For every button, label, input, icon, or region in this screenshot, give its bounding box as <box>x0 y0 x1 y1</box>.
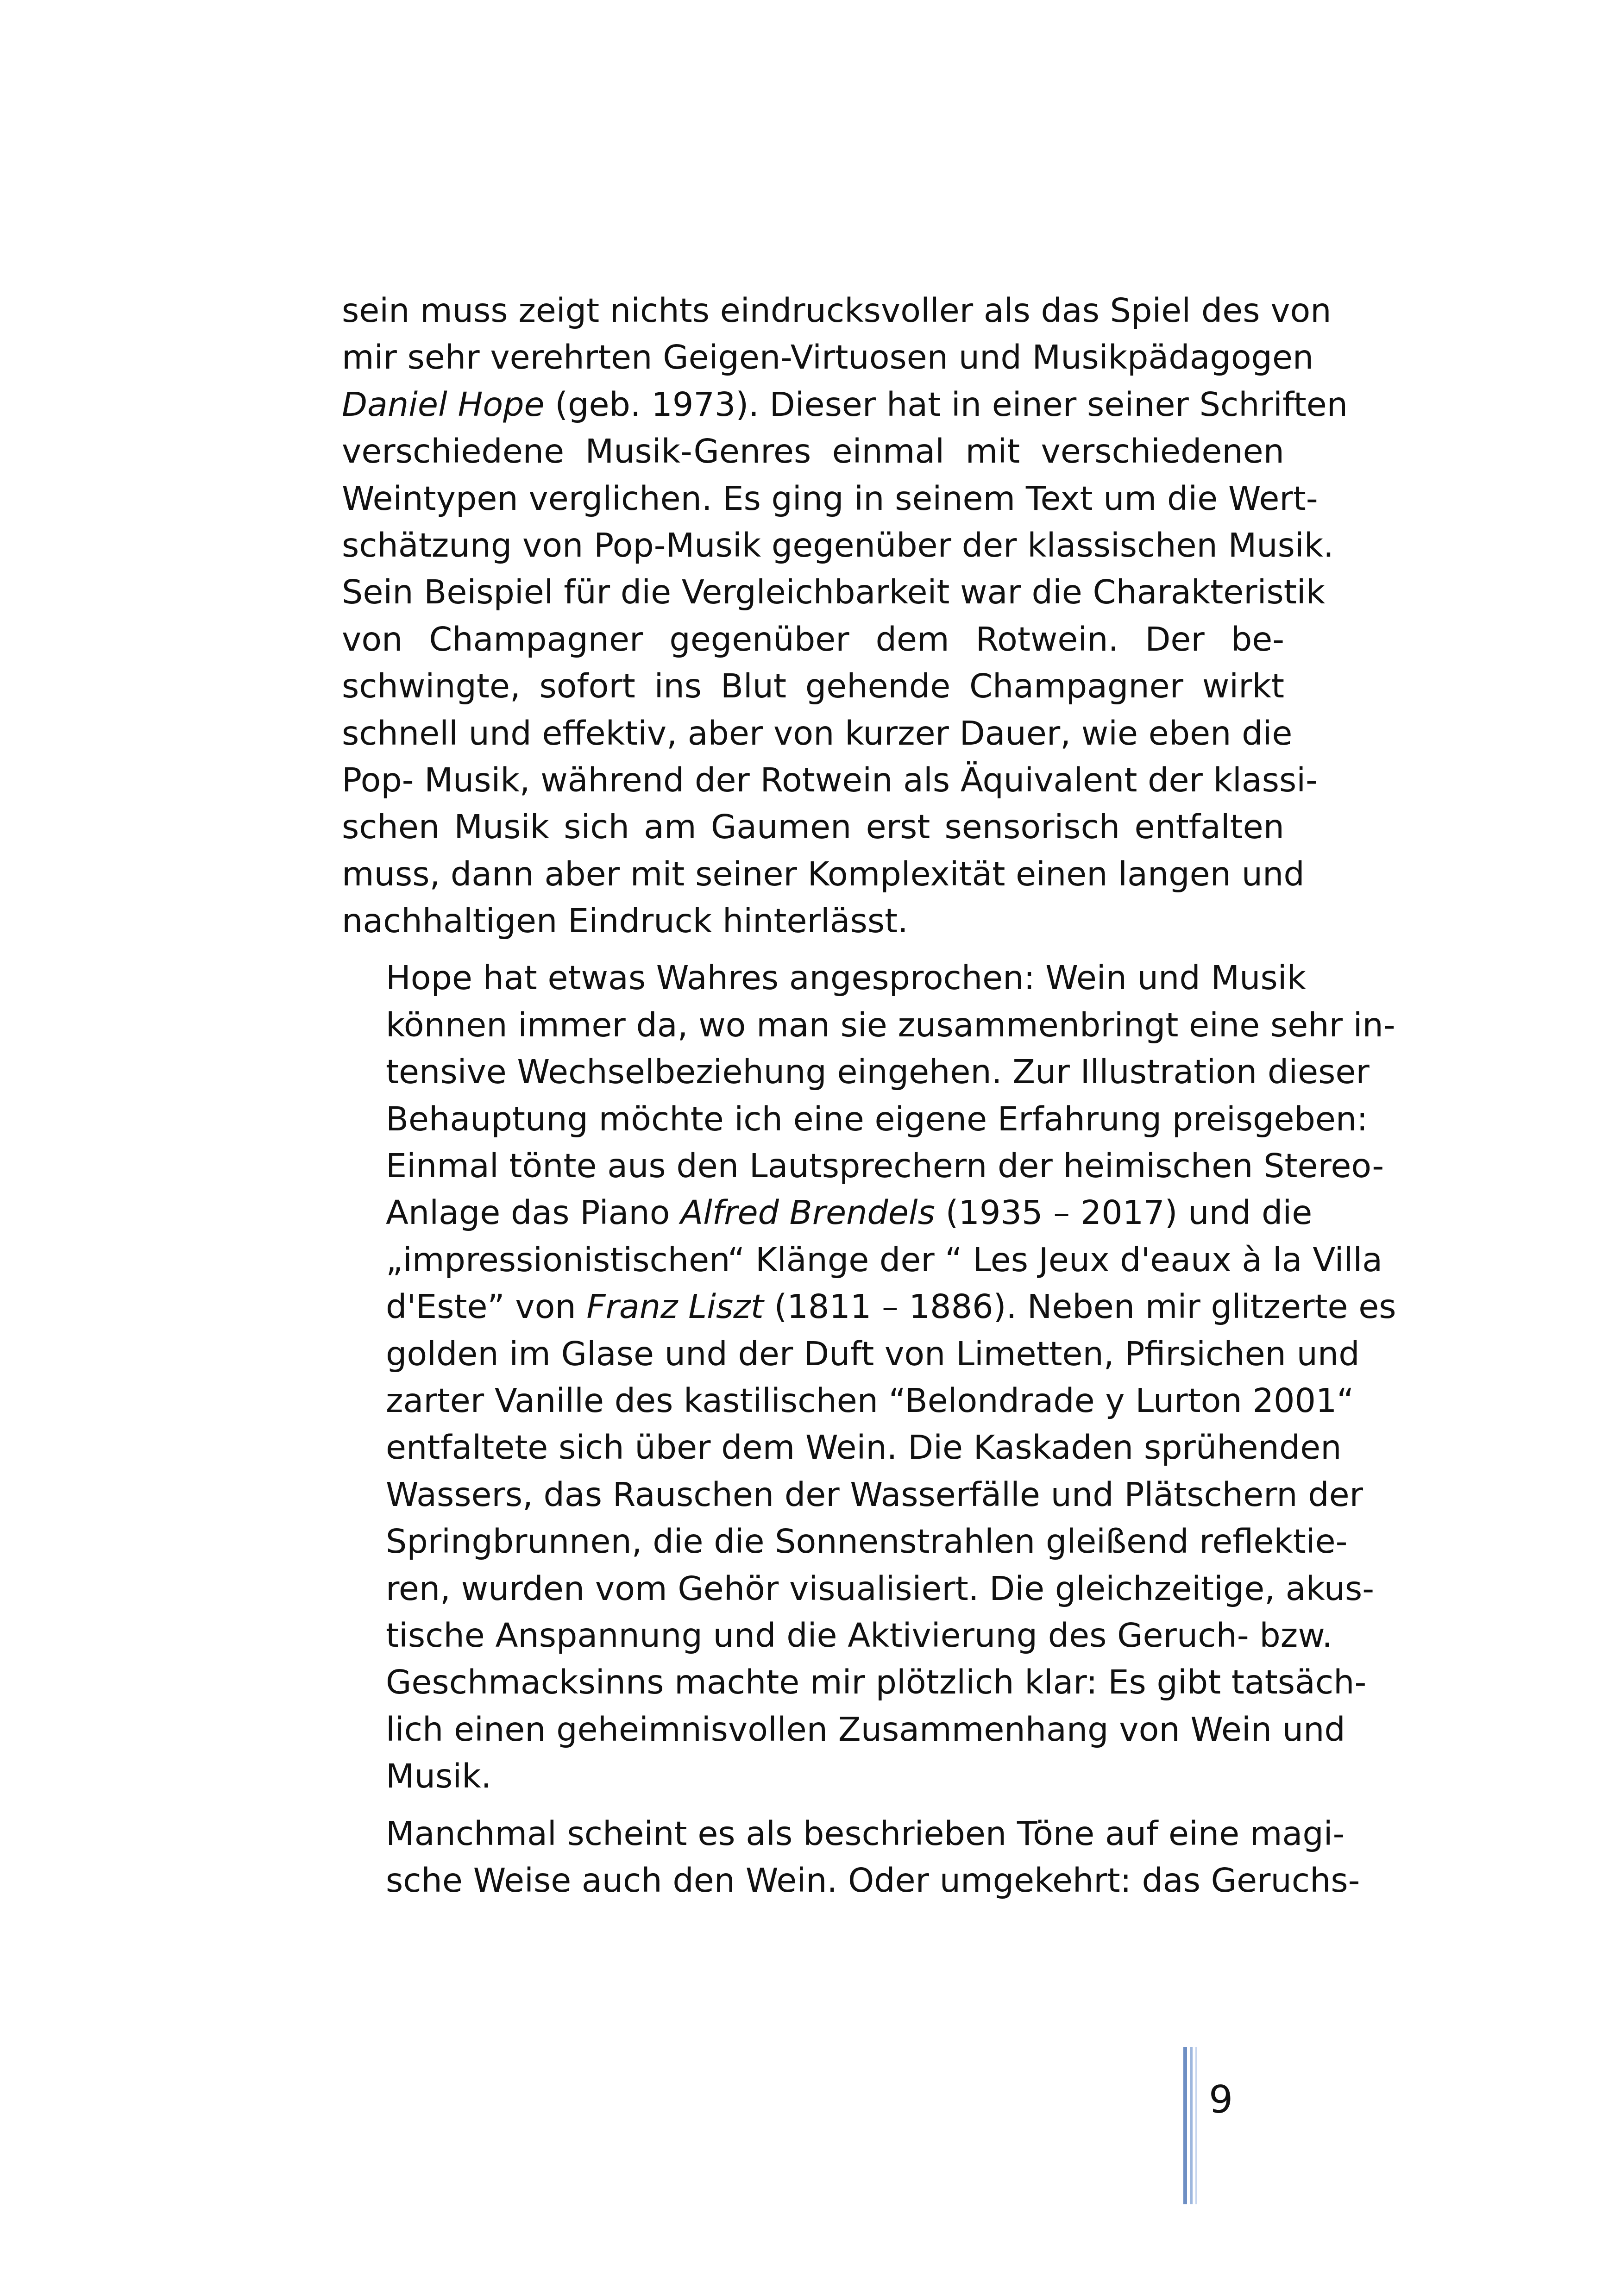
text-run: Weintypen verglichen. Es ging in seinem Text um die Wert- <box>342 479 1318 518</box>
text-run: Pop- Musik, während der Rotwein als Äquivalent der klassi- <box>342 760 1318 799</box>
text-run: Springbrunnen, die die Sonnenstrahlen gleißend reflektie- <box>386 1522 1348 1561</box>
text-line <box>386 1471 1363 1518</box>
text-line <box>386 954 1306 1001</box>
text-line <box>342 757 1318 803</box>
text-line <box>386 1048 1370 1095</box>
paragraph-1 <box>342 287 1348 944</box>
text-line <box>386 1002 1395 1048</box>
text-run: entfaltete sich über dem Wein. Die Kaskaden sprühenden <box>386 1428 1342 1467</box>
text-line <box>342 897 1284 944</box>
text-run: Sein Beispiel für die Vergleichbarkeit war die Charakteristik <box>342 573 1326 612</box>
body-text <box>342 287 1396 1904</box>
text-line <box>342 334 1314 381</box>
text-line <box>386 1189 1313 1236</box>
text-line <box>386 1424 1342 1471</box>
text-line <box>342 475 1318 522</box>
paragraph-3 <box>342 1810 1360 1904</box>
text-line <box>342 522 1334 569</box>
marker-bar <box>1195 2047 1197 2204</box>
text-line <box>386 1753 1284 1800</box>
text-line <box>386 1659 1367 1706</box>
text-run: zarter Vanille des kastilischen “Belondrade y Lurton 2001“ <box>386 1381 1354 1420</box>
text-run: Einmal tönte aus den Lautsprechern der heimischen Stereo- <box>386 1147 1384 1186</box>
text-run: (1811 – 1886). Neben mir glitzerte es <box>763 1287 1396 1326</box>
text-line <box>386 1612 1332 1659</box>
text-line <box>342 569 1326 615</box>
text-run: d'Este” von <box>386 1287 587 1326</box>
marker-bar <box>1183 2047 1187 2204</box>
page-number: 9 <box>1209 2078 1233 2122</box>
paragraph-2 <box>342 954 1396 1800</box>
text-run: Geschmacksinns machte mir plötzlich klar: Es gibt tatsäch- <box>386 1663 1367 1702</box>
text-line <box>342 287 1332 334</box>
text-run: schnell und effektiv, aber von kurzer Dauer, wie eben die <box>342 714 1293 753</box>
text-run: tische Anspannung und die Aktivierung des Geruch- bzw. <box>386 1616 1332 1655</box>
text-run: von Champagner gegenüber dem Rotwein. Der be- <box>342 620 1284 659</box>
text-run: schwingte, sofort ins Blut gehende Champagner wirkt <box>342 667 1284 706</box>
italic-name: Franz Liszt <box>586 1287 764 1326</box>
text-run: Manchmal scheint es als beschrieben Töne auf eine magi- <box>386 1814 1345 1853</box>
text-line <box>386 1236 1383 1283</box>
text-run: sein muss zeigt nichts eindrucksvoller als das Spiel des von <box>342 291 1332 330</box>
page-number-marker <box>1183 2047 1216 2204</box>
text-line <box>386 1330 1360 1377</box>
text-line <box>342 663 1284 709</box>
text-line <box>342 381 1348 428</box>
italic-name: Daniel Hope <box>342 385 545 424</box>
text-line <box>342 616 1284 663</box>
text-run: (1935 – 2017) und die <box>935 1193 1313 1232</box>
text-line <box>342 851 1305 897</box>
text-run: schen Musik sich am Gaumen erst sensorisch entfalten <box>342 808 1284 847</box>
text-line <box>386 1706 1345 1753</box>
text-run: tensive Wechselbeziehung eingehen. Zur Illustration dieser <box>386 1053 1370 1092</box>
text-run: verschiedene Musik-Genres einmal mit verschiedenen <box>342 432 1284 471</box>
text-line <box>386 1096 1368 1142</box>
text-run: Wassers, das Rauschen der Wasserfälle und Plätschern der <box>386 1475 1363 1514</box>
italic-name: Alfred Brendels <box>680 1193 935 1232</box>
text-line <box>386 1857 1360 1904</box>
text-run: Anlage das Piano <box>386 1193 681 1232</box>
text-line <box>386 1377 1354 1424</box>
text-line <box>386 1142 1384 1189</box>
text-line <box>386 1283 1396 1330</box>
text-run: lich einen geheimnisvollen Zusammenhang von Wein und <box>386 1710 1345 1749</box>
text-run: Behauptung möchte ich eine eigene Erfahrung preisgeben: <box>386 1099 1368 1138</box>
text-line <box>386 1810 1345 1857</box>
text-run: sche Weise auch den Wein. Oder umgekehrt: das Geruchs- <box>386 1861 1360 1900</box>
text-line <box>386 1518 1348 1565</box>
text-line <box>342 803 1284 850</box>
text-run: schätzung von Pop-Musik gegenüber der klassischen Musik. <box>342 526 1334 565</box>
text-run: nachhaltigen Eindruck hinterlässt. <box>342 902 908 941</box>
text-line <box>342 428 1284 475</box>
marker-bar <box>1190 2047 1193 2204</box>
text-run: (geb. 1973). Dieser hat in einer seiner Schriften <box>544 385 1348 424</box>
text-run: können immer da, wo man sie zusammenbringt eine sehr in- <box>386 1005 1395 1044</box>
text-run: mir sehr verehrten Geigen-Virtuosen und Musikpädagogen <box>342 338 1314 377</box>
text-run: ren, wurden vom Gehör visualisiert. Die gleichzeitige, akus- <box>386 1569 1375 1608</box>
text-run: Musik. <box>386 1757 492 1796</box>
text-run: „impressionistischen“ Klänge der “ Les Jeux d'eaux à la Villa <box>386 1240 1383 1279</box>
text-line <box>386 1565 1375 1612</box>
text-run: muss, dann aber mit seiner Komplexität einen langen und <box>342 854 1305 893</box>
text-run: Hope hat etwas Wahres angesprochen: Wein und Musik <box>386 959 1306 997</box>
text-run: golden im Glase und der Duft von Limetten, Pfirsichen und <box>386 1334 1360 1373</box>
text-line <box>342 710 1293 757</box>
